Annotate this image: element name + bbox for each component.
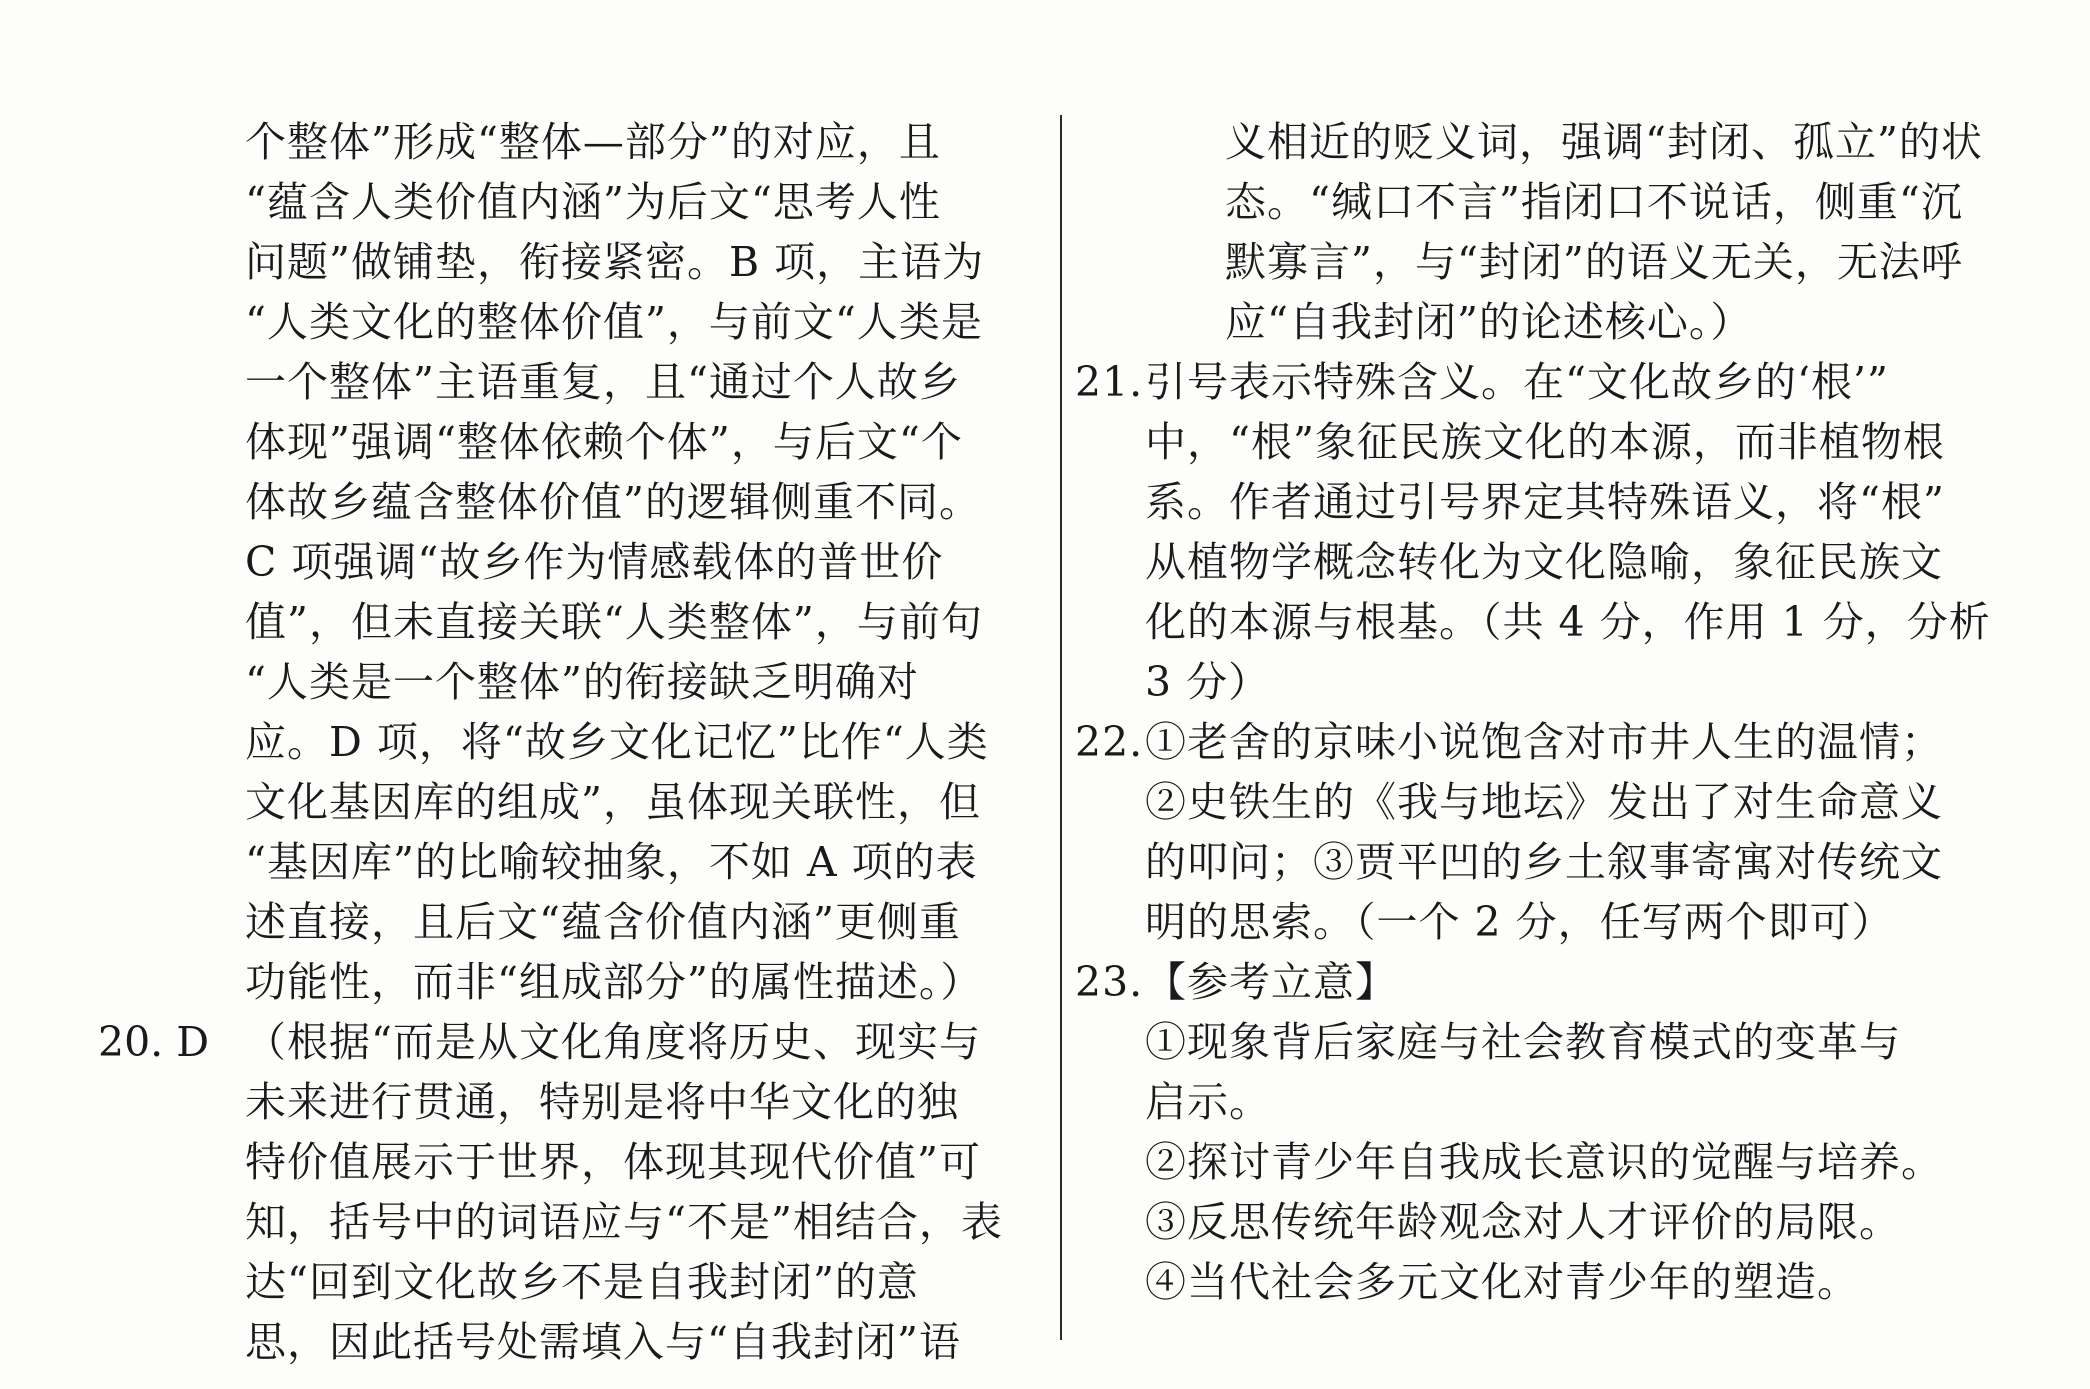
column-divider [1060, 115, 1062, 1340]
text-line: 从植物学概念转化为文化隐喻，象征民族文 [1145, 538, 1943, 586]
text-line: “基因库”的比喻较抽象，不如 A 项的表 [245, 838, 978, 886]
q21-number: 21. [1075, 358, 1144, 406]
text-line: 态。“缄口不言”指闭口不说话，侧重“沉 [1225, 178, 1963, 226]
text-line: 默寡言”，与“封闭”的语义无关，无法呼 [1225, 238, 1963, 286]
q22-number: 22. [1075, 718, 1144, 766]
text-line: （根据“而是从文化角度将历史、现实与 [245, 1018, 981, 1066]
text-line: 体故乡蕴含整体价值”的逻辑侧重不同。 [245, 478, 981, 526]
q22-answer [1075, 712, 2035, 952]
text-line: ②探讨青少年自我成长意识的觉醒与培养。 [1145, 1138, 1943, 1186]
text-line: 应“自我封闭”的论述核心。） [1225, 298, 1753, 346]
text-line: 义相近的贬义词，强调“封闭、孤立”的状 [1225, 118, 1983, 166]
text-line: C 项强调“故乡作为情感载体的普世价 [245, 538, 944, 586]
text-line: 一个整体”主语重复，且“通过个人故乡 [245, 358, 961, 406]
text-line: ③反思传统年龄观念对人才评价的局限。 [1145, 1198, 1901, 1246]
text-line: 文化基因库的组成”，虽体现关联性，但 [245, 778, 981, 826]
q20-number: 20. D [98, 1018, 210, 1066]
text-line: “人类是一个整体”的衔接缺乏明确对 [245, 658, 919, 706]
text-line: 系。作者通过引号界定其特殊语义，将“根” [1145, 478, 1945, 526]
right-column [1075, 112, 2035, 1312]
q23-answer [1075, 952, 2035, 1312]
text-line: ①老舍的京味小说饱含对市井人生的温情； [1145, 718, 1943, 766]
text-line: 中，“根”象征民族文化的本源，而非植物根 [1145, 418, 1945, 466]
text-line: 体现”强调“整体依赖个体”，与后文“个 [245, 418, 963, 466]
text-line: ②史铁生的《我与地坛》发出了对生命意义 [1145, 778, 1943, 826]
text-line: 应。D 项，将“故乡文化记忆”比作“人类 [245, 718, 989, 766]
reference-heading: 【参考立意】 [1145, 958, 1397, 1006]
text-line: 值”，但未直接关联“人类整体”，与前句 [245, 598, 983, 646]
q21-answer [1075, 352, 2035, 712]
text-line: 达“回到文化故乡不是自我封闭”的意 [245, 1258, 919, 1306]
text-line: “人类文化的整体价值”，与前文“人类是 [245, 298, 983, 346]
text-line: 化的本源与根基。（共 4 分，作用 1 分，分析 [1145, 598, 1991, 646]
q19-explanation [245, 112, 1045, 1012]
text-line: 启示。 [1145, 1078, 1271, 1126]
text-line: 功能性，而非“组成部分”的属性描述。） [245, 958, 983, 1006]
text-line: 未来进行贯通，特别是将中华文化的独 [245, 1078, 959, 1126]
left-column [245, 112, 1045, 1372]
text-line: 引号表示特殊含义。在“文化故乡的‘根’” [1145, 358, 1889, 406]
text-line: 明的思索。（一个 2 分，任写两个即可） [1145, 898, 1894, 946]
text-line: 特价值展示于世界，体现其现代价值”可 [245, 1138, 981, 1186]
q20-continuation [1075, 112, 2035, 352]
text-line: 思，因此括号处需填入与“自我封闭”语 [245, 1318, 961, 1366]
text-line: 问题”做铺垫，衔接紧密。B 项，主语为 [245, 238, 985, 286]
q23-number: 23. [1075, 958, 1144, 1006]
text-line: 知，括号中的词语应与“不是”相结合，表 [245, 1198, 1003, 1246]
text-line: ④当代社会多元文化对青少年的塑造。 [1145, 1258, 1859, 1306]
text-line: 的叩问；③贾平凹的乡土叙事寄寓对传统文 [1145, 838, 1943, 886]
text-line: ①现象背后家庭与社会教育模式的变革与 [1145, 1018, 1901, 1066]
text-line: “蕴含人类价值内涵”为后文“思考人性 [245, 178, 941, 226]
text-line: 述直接，且后文“蕴含价值内涵”更侧重 [245, 898, 961, 946]
q20-explanation [245, 1012, 1045, 1372]
text-line: 个整体”形成“整体—部分”的对应，且 [245, 118, 941, 166]
text-line: 3 分） [1145, 658, 1271, 706]
